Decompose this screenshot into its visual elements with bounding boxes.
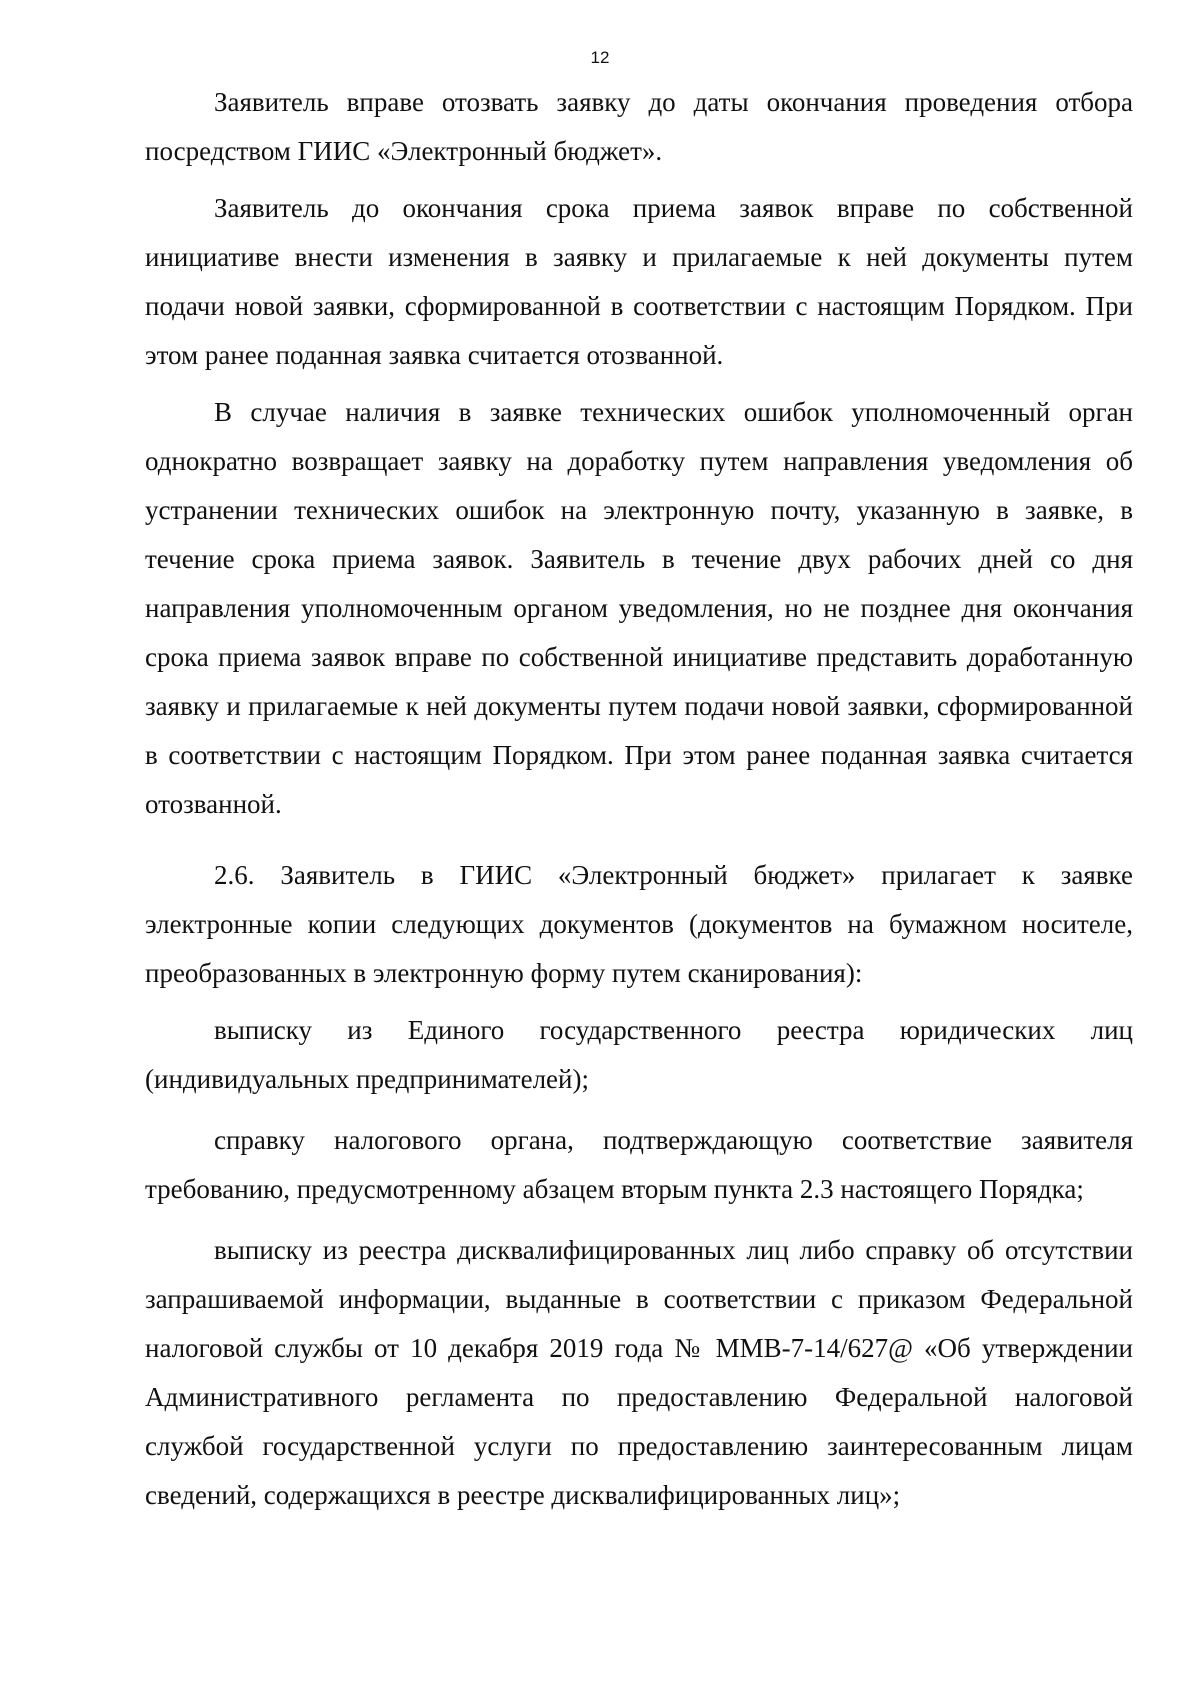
paragraph-withdraw-application: Заявитель вправе отозвать заявку до даты окончания проведения отбора посредством ГИИС «Электронный бюджет». xyxy=(145,87,1133,166)
page-number: 12 xyxy=(590,48,610,67)
list-item-disqualified-registry: выписку из реестра дисквалифицированных лиц либо справку об отсутствии запрашиваемой информации, выданные в соответствии с приказом Федеральной налоговой службы от 10 декабря 2019 года № ММВ-7-14/627@ «Об утверждении Административного регламента по предоставлению Федеральной налоговой службой государственной услуги по предоставлению заинтересованным лицам сведений, содержащихся в реестре дисквалифицированных лиц»; xyxy=(145,1235,1133,1510)
list-item-tax-certificate: справку налогового органа, подтверждающую соответствие заявителя требованию, предусмотренному абзацем вторым пункта 2.3 настоящего Порядка; xyxy=(145,1125,1133,1204)
paragraph-technical-errors: В случае наличия в заявке технических ошибок уполномоченный орган однократно возвращает заявку на доработку путем направления уведомления об устранении технических ошибок на электронную почту, указанную в заявке, в течение срока приема заявок. Заявитель в течение двух рабочих дней со дня направления уполномоченным органом уведомления, но не позднее дня окончания срока приема заявок вправе по собственной инициативе представить доработанную заявку и прилагаемые к ней документы путем подачи новой заявки, сформированной в соответствии с настоящим Порядком. При этом ранее поданная заявка считается отозванной. xyxy=(145,397,1133,819)
list-item-egrul-extract: выписку из Единого государственного реестра юридических лиц (индивидуальных предпринимателей); xyxy=(145,1015,1133,1094)
paragraph-section-2-6: 2.6. Заявитель в ГИИС «Электронный бюджет» прилагает к заявке электронные копии следующих документов (документов на бумажном носителе, преобразованных в электронную форму путем сканирования): xyxy=(145,860,1133,988)
paragraph-amend-application: Заявитель до окончания срока приема заявок вправе по собственной инициативе внести изменения в заявку и прилагаемые к ней документы путем подачи новой заявки, сформированной в соответствии с настоящим Порядком. При этом ранее поданная заявка считается отозванной. xyxy=(145,193,1133,370)
document-body xyxy=(145,78,1133,1520)
